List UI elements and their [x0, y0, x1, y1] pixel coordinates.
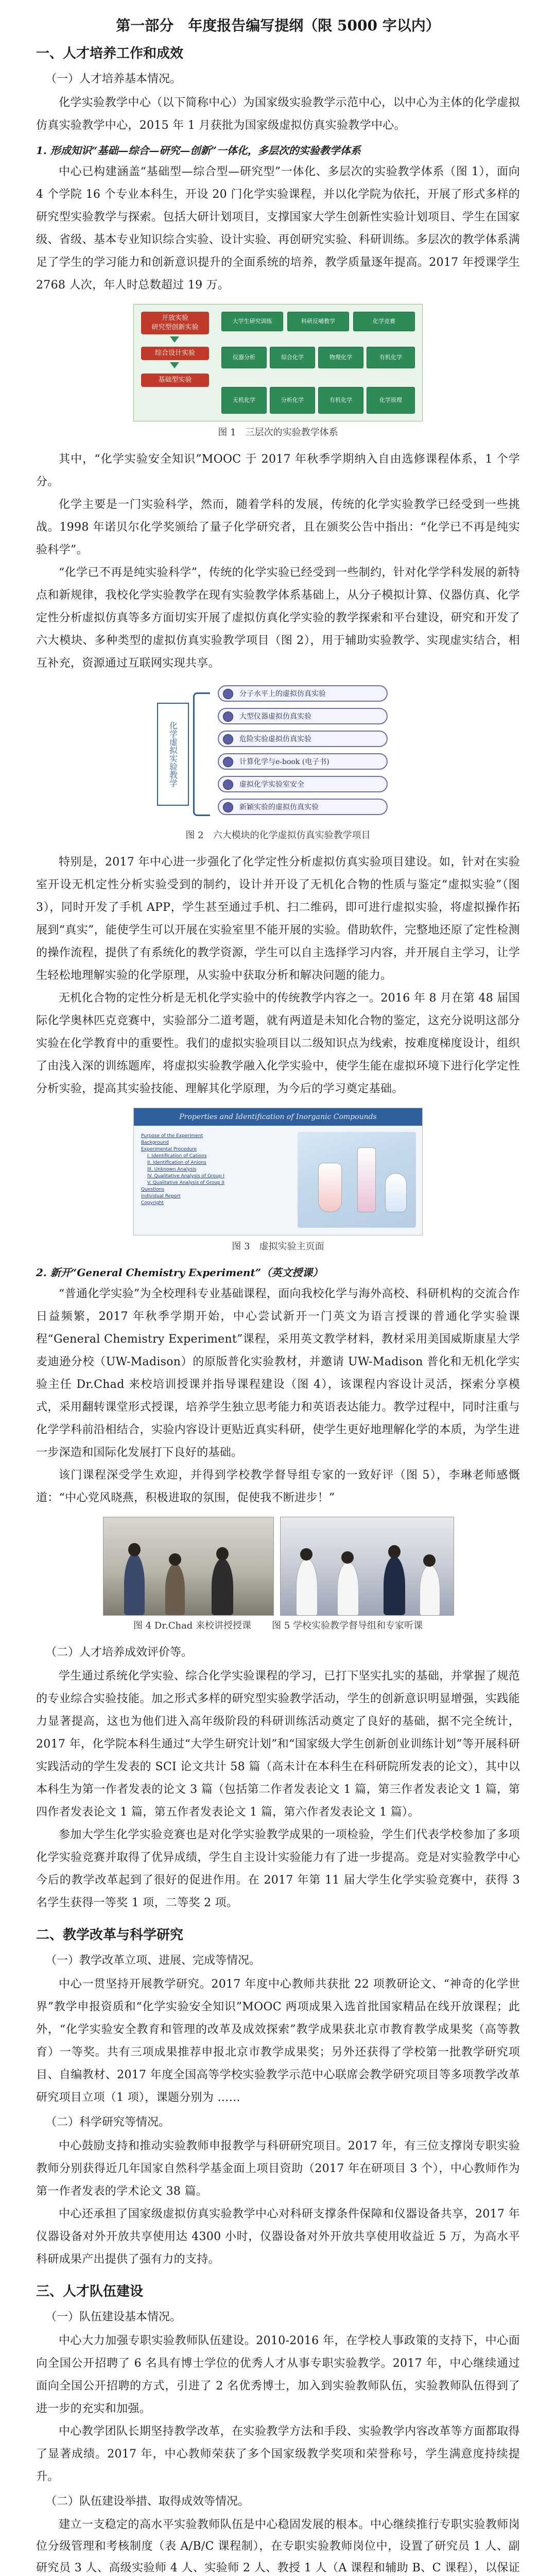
bracket-shape	[193, 692, 210, 816]
project-label: 新颖实验的虚拟仿真实验	[239, 803, 319, 811]
toc-link: IV. Qualitative Analysis of Group I	[147, 1174, 224, 1179]
figure-caption: 图 5 学校实验教学督导组和专家听课	[272, 1620, 423, 1631]
section-1-heading: 一、人才培养工作和成效	[36, 46, 184, 61]
person-head-shape	[341, 1551, 354, 1564]
paragraph: 中心教学团队长期坚持教学改革，在实验教学方法和手段、实验教学内容改革等方面都取得了显著成绩。2017 年，中心教师荣获了多个国家级教学奖项和荣誉称号，学生满意度持续提升。	[36, 2425, 520, 2483]
toc-link: Background	[141, 1140, 169, 1145]
person-head-shape	[169, 1553, 181, 1566]
project-label: 计算化学与e-book (电子书)	[239, 758, 329, 766]
person-shape	[337, 1562, 359, 1616]
project-label: 危险实验虚拟仿真实验	[239, 735, 311, 743]
person-head-shape	[300, 1548, 312, 1561]
section-2-1-heading: （一）教学改革立项、进展、完成等情况。	[45, 1954, 261, 1967]
paragraph: 中心已构建涵盖“基础型—综合型—研究型”一体化、多层次的实验教学体系（图 1），面向 4 个学院 16 个专业本科生，开设 20 门化学实验课程，并以化学院为依托，开展了形式多样的研究型实验教学与探索。包括大研计划项目，支撑国家大学生创新性实验计划项目、学生在国家级、省级、基本专业知识综合实验、设计实验、再创研究实验、科研训练。多层次的教学体系满足了学生的学习能力和创新意识提升的全面系统的培养，教学质量逐年提高。2017 年授课学生 2768 人次，年人时总数超过 19 万。	[36, 165, 520, 292]
bullet-icon	[223, 757, 233, 767]
bullet-icon	[223, 734, 233, 744]
bullet-icon	[223, 802, 233, 812]
toc-link: I. Identification of Cations	[147, 1154, 207, 1159]
person-shape	[384, 1556, 405, 1615]
tier-comprehensive	[141, 347, 209, 360]
diagram-root-label: 化学虚拟实验教学	[157, 703, 189, 806]
paragraph: 参加大学生化学实验竞赛也是对化学实验教学成果的一项检验，学生们代表学校参加了多项化学实验竞赛并取得了优异成绩，学生自主设计实验能力有了进一步提高。竞是对实验教学中心今后的教学改革起到了很好的促进作用。在 2017 年第 11 届大学生化学实验竞赛中，获得 3 名学生获得一等奖 1 项，二等奖 2 项。	[36, 1828, 520, 1909]
document-title: 第一部分 年度报告编写提纲（限 5000 字以内）	[116, 17, 440, 34]
toc-link: Experimental Procedure	[141, 1147, 197, 1152]
bullet-icon	[223, 689, 233, 699]
toc-link: Copyright	[141, 1200, 164, 1206]
paragraph: “普通化学实验”为全校理科专业基础课程，面向我校化学与海外高校、科研机构的交流合作日益频繁，2017 年秋季学期开始，中心尝试新开一门英文为语言授课的普通化学实验课程“General Chemistry Experiment”课程，采用英文教学材料，教材采用美国威斯康星大学麦迪逊分校（UW-Madison）的原版普化实验教材，并邀请 UW-Madison 普化和无机化学实验主任 Dr.Chad 来校培训授课并指导课程建设（图 4），该课程内容设计灵活，探索分享模式，采用翻转课堂形式授课，培养学生独立思考能力和英语表达能力。教学过程中，同时注重与化学学科前沿相结合，实验内容设计更贴近真实科研，使学生更好地理解化学的本质，为学生进一步深造和国际化发展打下良好的基础。	[36, 1287, 520, 1459]
photo-row	[103, 1517, 453, 1615]
figure-caption-row	[36, 1619, 520, 1633]
paragraph: 中心大力加强专职实验教师队伍建设。2010-2016 年，在学校人事政策的支持下，中心面向全国公开招聘了 6 名具有博士学位的优秀人才从事专职实验教学。2017 年，中心继续通过面向全国公开招聘的方式，引进了 2 名优秀博士，加入到实验教师队伍，实验教师队伍得到了进一步的充实和加强。	[36, 2334, 520, 2415]
screenshot-toc	[141, 1133, 285, 1207]
figure-caption: 图 4 Dr.Chad 来校讲授授课	[133, 1620, 252, 1631]
project-item	[218, 685, 388, 702]
document-body	[36, 0, 520, 2576]
bullet-icon	[223, 711, 233, 722]
project-item	[218, 753, 388, 770]
paragraph: 学生通过系统化学实验、综合化学实验课程的学习，已打下坚实扎实的基础，并掌握了规范的专业综合实验技能。加之形式多样的研究型实验教学活动，学生的创新意识明显增强，实践能力显著提高，这也为他们进入高年级阶段的科研训练活动奠定了良好的基础，据不完全统计，2017 年，化学院本科生通过“大学生研究计划”和“国家级大学生创新创业训练计划”等开展科研实践活动的学生发表的 SCI 论文共计 58 篇（高未计在本科生在科研院所发表的论文），其中以本科生为第一作者发表的论文 3 篇（包括第二作者发表论文 1 篇，第三作者发表论文 1 篇，第四作者发表论文 1 篇，第五作者发表论文 1 篇，第六作者发表论文 1 篇）。	[36, 1670, 520, 1819]
toc-link: Purpose of the Experiment	[141, 1133, 203, 1139]
figure-caption: 图 2 六大模块的化学虚拟仿真实验教学项目	[185, 830, 371, 841]
person-shape	[165, 1564, 185, 1615]
figure-3	[36, 1108, 520, 1254]
person-shape	[124, 1553, 145, 1615]
section-3-1-heading: （一）队伍建设基本情况。	[45, 2311, 182, 2324]
paragraph: 中心一贯坚持开展教学研究。2017 年度中心教师共获批 22 项教研论文、“神奇的化学世界”教学申报资质和“化学实验安全知识”MOOC 两项成果入选首批国家精品在线开放课程；此外，“化学实验安全教育和管理的改革及成效探索”教学成果获北京市教育教学成果奖（高等教育）一等奖。共有三项成果推荐申报北京市教学成果奖；另外还获得了学校第一批教学研究项目、自编教材、2017 年度全国高等学校实验教学示范中心联席会教学研究项目等多项教学改革研究项目立项（1 项），课题分别为 ……	[36, 1978, 520, 2104]
diagram-box: 大学生研究训练	[221, 312, 283, 331]
section-3-2-heading: （二）队伍建设举措、取得成效等情况。	[45, 2495, 250, 2508]
person-head-shape	[423, 1554, 436, 1567]
project-label: 分子水平上的虚拟仿真实验	[239, 690, 326, 698]
section-3-heading: 三、人才队伍建设	[36, 2284, 144, 2299]
person-head-shape	[216, 1547, 229, 1561]
down-arrow-icon	[170, 362, 179, 368]
paragraph: 中心还承担了国家级虚拟仿真实验教学中心对科研支撑条件保障和仪器设备共享，2017 年仪器设备对外开放共享使用达 4300 小时，仪器设备对外开放共享使用收益近 5 万，为高水平科研成果产出提供了强有力的支持。	[36, 2208, 520, 2266]
paragraph: 特别是，2017 年中心进一步强化了化学定性分析虚拟仿真实验项目建设。如，针对在实验室开设无机定性分析实验受到的制约，设计并开设了无机化合物的性质与鉴定“虚拟实验”（图 3），同时开发了手机 APP，学生甚至通过手机、扫二维码，即可进行虚拟实验，将虚拟操作拓展到“真实”，能使学生可以开展在实验室里不能开展的实验。借助软件，完整地还原了定性检测的操作流程，提供了有系统化的教学资源，学生可以自主选择学习内容，并开展自主学习，让学生轻松地理解实验的化学原理，从实验中获取分析和解决问题的能力。	[36, 856, 520, 982]
tier-label: 研究型创新实验	[151, 324, 199, 331]
virtual-projects-diagram	[157, 682, 399, 824]
lecture-photo	[103, 1517, 274, 1616]
diagram-box: 仪器分析	[221, 347, 267, 368]
section-2-heading: 二、教学改革与科学研究	[36, 1927, 184, 1943]
project-label: 虚拟化学实验室安全	[239, 781, 304, 789]
diagram-box: 化学原理	[367, 387, 415, 414]
toc-link: III. Unknown Analysis	[147, 1167, 197, 1172]
tier-basic	[141, 374, 209, 387]
paragraph: 其中，“化学实验安全知识”MOOC 于 2017 年秋季学期纳入自由选修课程体系，1 个学分。	[36, 453, 520, 488]
inspection-photo	[280, 1517, 454, 1616]
figure-1	[36, 304, 520, 440]
teaching-system-diagram	[133, 304, 423, 421]
flask-shape	[385, 1173, 407, 1212]
diagram-box: 综合化学	[270, 347, 315, 368]
toc-link: II. Identification of Anions	[147, 1160, 206, 1165]
diagram-box: 科研反哺教学	[287, 312, 349, 331]
person-shape	[420, 1565, 440, 1616]
paragraph: 中心鼓励支持和推动实验教师申报教学与科研研究项目。2017 年，有三位支撑岗专职实验教师分别获得近几年国家自然科学基金面上项目资助（2017 年在研项目 3 个），中心教师作为第一作者发表的学术论文 38 篇。	[36, 2140, 520, 2198]
diagram-box: 无机化学	[221, 387, 267, 414]
tier-label: 基础型实验	[158, 376, 192, 384]
diagram-box: 物理化学	[318, 347, 363, 368]
toc-link: Questions	[141, 1187, 164, 1192]
figure-4-5	[36, 1517, 520, 1633]
figure-2	[36, 682, 520, 843]
tier-research	[141, 312, 209, 334]
toc-link: Individual Report	[141, 1194, 181, 1199]
person-shape	[296, 1558, 318, 1616]
figure-caption: 图 3 虚拟实验主页面	[232, 1241, 324, 1252]
paragraph: 化学主要是一门实验科学，然而，随着学科的发展，传统的化学实验教学已经受到一些挑战。1998 年诺贝尔化学奖颁给了量子化学研究者，且在颁奖公告中指出：“化学已不再是纯实验科学”。	[36, 498, 520, 556]
section-1-2-heading: （二）人才培养成效评价等。	[45, 1646, 193, 1659]
toc-link: V. Qualitative Analysis of Group II	[147, 1180, 224, 1185]
virtual-lab-screenshot	[133, 1108, 423, 1235]
diagram-box: 化学竞赛	[353, 312, 415, 331]
flask-shape	[318, 1163, 342, 1212]
project-item	[218, 708, 388, 724]
paragraph: 化学实验教学中心（以下简称中心）为国家级实验教学示范中心，以中心为主体的化学虚拟仿真实验教学中心，2015 年 1 月获批为国家级虚拟仿真实验教学中心。	[36, 96, 520, 132]
diagram-box: 有机化学	[367, 347, 415, 368]
bullet-icon	[223, 779, 233, 790]
project-item	[218, 799, 388, 815]
person-head-shape	[128, 1543, 141, 1556]
project-label: 大型仪器虚拟仿真实验	[239, 713, 311, 721]
screenshot-banner: Properties and Identification of Inorganic Compounds	[134, 1108, 422, 1126]
paragraph: “化学已不再是纯实验科学”，传统的化学实验已经受到一些制约，针对化学学科发展的新特点和新规律，我校化学实验教学在现有实验教学体系基础上，从分子模拟计算、仪器仿真、化学定性分析虚拟仿真等多方面切实开展了虚拟仿真化学实验的教学探索和平台建设，研究和开发了六大模块、多种类型的虚拟仿真实验教学项目（图 2），用于辅助实验教学、实现虚实结合，相互补充，资源通过互联网实现共享。	[36, 566, 520, 670]
paragraph: 建立一支稳定的高水平实验教师队伍是中心稳固发展的根本。中心继续推行专职实验教师岗位分级管理和考核制度（表 A/B/C 课程制），在专职实验教师岗位中，设置了研究员 1 人、副研究员 3 人、高级实验师 4 人、实验师 2 人、教授 1 人（A 课程和辅助 B、C 课程），以保证	[36, 2518, 520, 2574]
tier-label: 综合设计实验	[154, 349, 195, 357]
project-item	[218, 731, 388, 747]
item-2-title: 2. 新开“General Chemistry Experiment”（英文授课）	[36, 1266, 323, 1279]
diagram-box: 分析化学	[270, 387, 315, 414]
lab-glassware-image	[298, 1132, 416, 1228]
flask-shape	[357, 1147, 376, 1212]
person-shape	[212, 1558, 233, 1615]
spacer	[36, 1914, 520, 1920]
spacer	[36, 2271, 520, 2276]
item-1-title: 1. 形成知识“基础—综合—研究—创新”一体化，多层次的实验教学体系	[36, 144, 361, 157]
project-item	[218, 776, 388, 792]
section-2-2-heading: （二）科学研究等情况。	[45, 2116, 170, 2129]
person-head-shape	[388, 1545, 401, 1558]
section-1-1-heading: （一）人才培养基本情况。	[45, 73, 182, 86]
diagram-box: 有机化学	[318, 387, 363, 414]
paragraph: 无机化合物的定性分析是无机化学实验中的传统教学内容之一。2016 年 8 月在第 48 届国际化学奥林匹克竞赛中，实验部分二道考题，就有两道是未知化合物的鉴定，这充分说明这部分实验在化学教育中的重要性。我们的虚拟实验项目以二级知识点为线索，按难度梯度设计，组织了由浅入深的训练题库，将虚拟实验教学融入化学实验中，使学生能在虚拟环境下进行化学定性分析实验，提高其实验技能、理解其化学原理，为今后的学习奠定基础。	[36, 992, 520, 1095]
paragraph: 该门课程深受学生欢迎，并得到学校教学督导组专家的一致好评（图 5），李琳老师感慨道：“中心党风晓燕，积极进取的氛围，促使我不断进步！”	[36, 1469, 520, 1504]
tier-sub-label: 开放实验	[161, 314, 188, 322]
figure-caption: 图 1 三层次的实验教学体系	[218, 427, 338, 438]
down-arrow-icon	[170, 336, 179, 343]
